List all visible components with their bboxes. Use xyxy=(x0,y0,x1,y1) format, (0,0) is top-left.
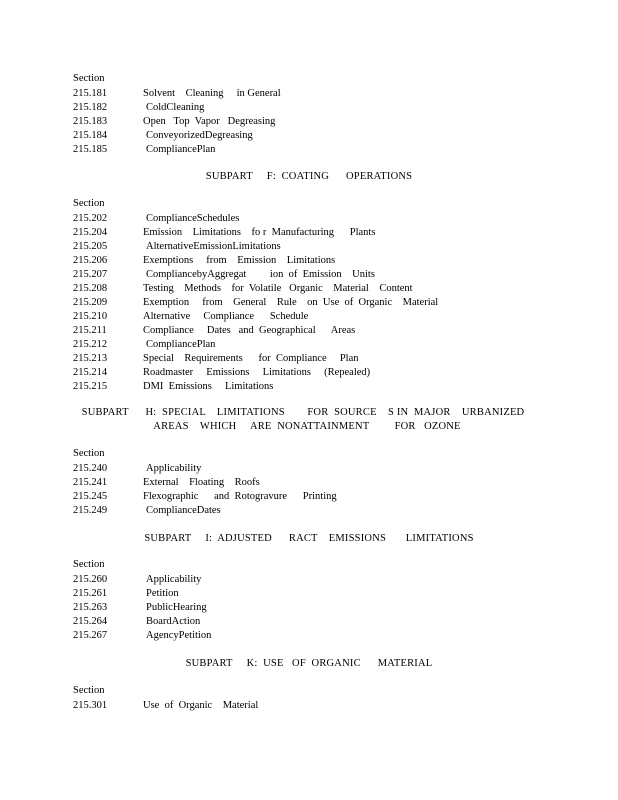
section-label: Section xyxy=(73,559,105,570)
section-number: 215.240 xyxy=(73,463,108,474)
list-item xyxy=(73,629,211,643)
section-title: Special Requirements for Compliance Plan xyxy=(143,353,359,364)
section-title: Open Top Vapor Degreasing xyxy=(143,116,276,127)
section-title: PublicHearing xyxy=(146,602,207,613)
list-item xyxy=(73,212,239,226)
section-label: Section xyxy=(73,685,105,696)
section-number: 215.204 xyxy=(73,227,108,238)
list-item xyxy=(73,129,253,143)
section-number: 215.202 xyxy=(73,213,108,224)
list-item xyxy=(73,601,207,615)
subpart-heading xyxy=(0,532,618,546)
section-title: Alternative Compliance Schedule xyxy=(143,311,309,322)
section-title: Exemption from General Rule on Use of Organic Material xyxy=(143,297,439,308)
section-number: 215.206 xyxy=(73,255,108,266)
list-item xyxy=(73,366,370,380)
section-number: 215.245 xyxy=(73,491,108,502)
section-title: Solvent Cleaning in General xyxy=(143,88,281,99)
section-title: Emission Limitations fo r Manufacturing Plants xyxy=(143,227,376,238)
section-title: Compliance Dates and Geographical Areas xyxy=(143,325,356,336)
section-label: Section xyxy=(73,73,105,84)
list-item xyxy=(73,573,201,587)
list-item xyxy=(73,310,308,324)
list-item xyxy=(73,115,275,129)
section-title: AgencyPetition xyxy=(146,630,212,641)
section-number: 215.208 xyxy=(73,283,108,294)
section-title: CompliancePlan xyxy=(146,339,216,350)
section-number: 215.211 xyxy=(73,325,107,336)
section-number: 215.183 xyxy=(73,116,108,127)
list-item xyxy=(73,101,204,115)
section-title: ComplianceSchedules xyxy=(146,213,240,224)
subpart-i-heading: SUBPART I: ADJUSTED RACT EMISSIONS LIMITATIONS xyxy=(144,533,474,544)
list-item xyxy=(73,143,215,157)
section-title: ComplianceDates xyxy=(146,505,221,516)
section-number: 215.241 xyxy=(73,477,108,488)
section-title: Roadmaster Emissions Limitations (Repealed) xyxy=(143,367,371,378)
section-label: Section xyxy=(73,448,105,459)
subpart-heading xyxy=(0,406,618,434)
section-title: Testing Methods for Volatile Organic Material Content xyxy=(143,283,413,294)
list-item xyxy=(73,282,413,296)
section-title: Petition xyxy=(146,588,179,599)
section-title: External Floating Roofs xyxy=(143,477,260,488)
section-title: ConveyorizedDegreasing xyxy=(146,130,253,141)
subpart-h-heading-line1: SUBPART H: SPECIAL LIMITATIONS FOR SOURCE S IN MAJOR URBANIZED xyxy=(81,407,525,418)
section-number: 215.182 xyxy=(73,102,108,113)
section-label: Section xyxy=(73,198,105,209)
section-number: 215.267 xyxy=(73,630,108,641)
section-number: 215.184 xyxy=(73,130,108,141)
section-number: 215.213 xyxy=(73,353,108,364)
section-number: 215.209 xyxy=(73,297,108,308)
section-number: 215.215 xyxy=(73,381,108,392)
section-number: 215.181 xyxy=(73,88,108,99)
section-number: 215.263 xyxy=(73,602,108,613)
section-title: CompliancePlan xyxy=(146,144,216,155)
subpart-heading xyxy=(0,170,618,184)
list-item xyxy=(73,476,260,490)
section-title: ColdCleaning xyxy=(146,102,205,113)
list-item xyxy=(73,504,221,518)
list-item xyxy=(73,87,281,101)
subpart-f-heading: SUBPART F: COATING OPERATIONS xyxy=(205,171,413,182)
list-item xyxy=(73,490,337,504)
section-title: Use of Organic Material xyxy=(143,700,259,711)
section-title: BoardAction xyxy=(146,616,201,627)
section-number: 215.260 xyxy=(73,574,108,585)
list-item xyxy=(73,380,273,394)
section-title: Flexographic and Rotogravure Printing xyxy=(143,491,337,502)
section-title: Applicability xyxy=(146,463,202,474)
subpart-heading xyxy=(0,657,618,671)
section-title: DMI Emissions Limitations xyxy=(143,381,274,392)
section-number: 215.261 xyxy=(73,588,108,599)
list-item xyxy=(73,338,215,352)
list-item xyxy=(73,254,335,268)
section-title: CompliancebyAggregat ion of Emission Units xyxy=(146,269,375,280)
list-item xyxy=(73,296,438,310)
section-title: Exemptions from Emission Limitations xyxy=(143,255,336,266)
section-number: 215.205 xyxy=(73,241,108,252)
section-number: 215.210 xyxy=(73,311,108,322)
section-number: 215.264 xyxy=(73,616,108,627)
section-title: Applicability xyxy=(146,574,202,585)
section-number: 215.185 xyxy=(73,144,108,155)
list-item xyxy=(73,240,281,254)
section-title: AlternativeEmissionLimitations xyxy=(146,241,281,252)
section-number: 215.301 xyxy=(73,700,108,711)
list-item xyxy=(73,462,201,476)
list-item xyxy=(73,699,258,713)
list-item xyxy=(73,615,200,629)
list-item xyxy=(73,268,375,282)
list-item xyxy=(73,587,179,601)
section-number: 215.214 xyxy=(73,367,108,378)
subpart-k-heading: SUBPART K: USE OF ORGANIC MATERIAL xyxy=(185,658,433,669)
list-item xyxy=(73,226,375,240)
section-number: 215.212 xyxy=(73,339,108,350)
section-number: 215.249 xyxy=(73,505,108,516)
section-number: 215.207 xyxy=(73,269,108,280)
list-item xyxy=(73,352,359,366)
list-item xyxy=(73,324,355,338)
subpart-h-heading-line2: AREAS WHICH ARE NONATTAINMENT FOR OZONE xyxy=(153,421,461,432)
